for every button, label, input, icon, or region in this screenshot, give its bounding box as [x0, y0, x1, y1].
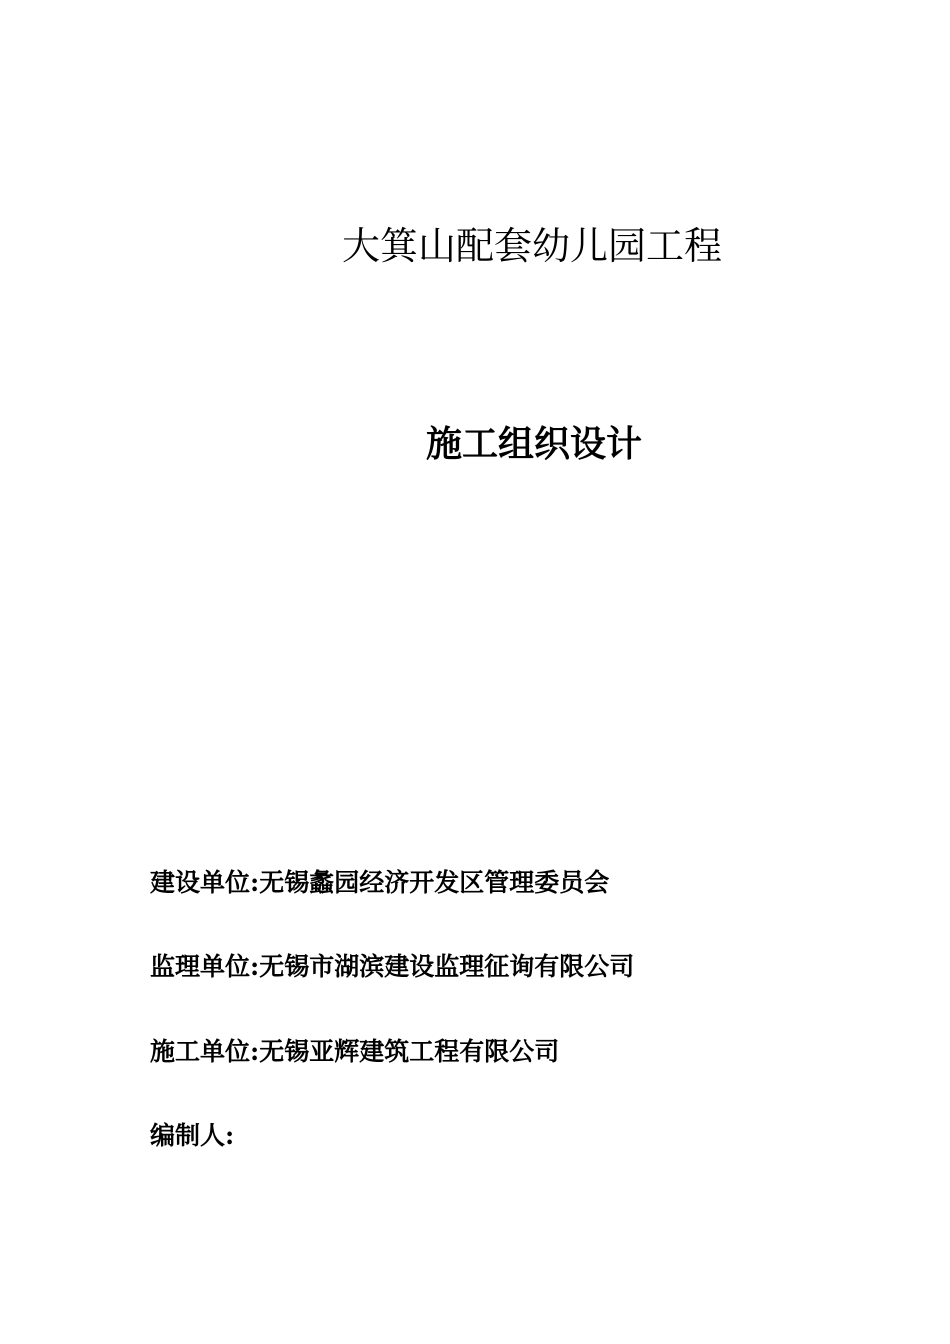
author-line: 编制人:	[150, 1121, 235, 1150]
document-title: 大箕山配套幼儿园工程	[342, 224, 723, 268]
supervision-unit-line: 监理单位:无锡市湖滨建设监理征询有限公司	[150, 952, 635, 981]
document-subtitle: 施工组织设计	[426, 423, 643, 465]
construction-unit-line: 建设单位:无锡蠡园经济开发区管理委员会	[150, 868, 610, 897]
contractor-unit-line: 施工单位:无锡亚辉建筑工程有限公司	[150, 1037, 560, 1066]
